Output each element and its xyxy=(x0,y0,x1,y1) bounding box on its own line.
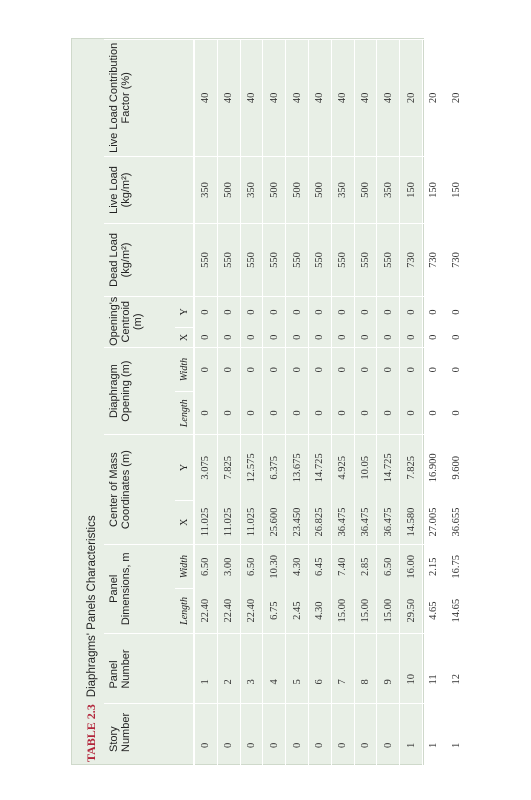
table-cell: 40 xyxy=(377,40,400,157)
table-cell: 4.925 xyxy=(331,435,354,500)
table-cell: 0 xyxy=(445,347,467,391)
table-cell: 0 xyxy=(240,392,263,435)
subheader-length: Length xyxy=(175,589,194,633)
rotated-table-wrapper xyxy=(72,39,463,766)
table-cell: 0 xyxy=(286,392,309,435)
table-cell: 2 xyxy=(217,633,240,703)
table-cell: 0 xyxy=(240,328,263,348)
table-cell: 0 xyxy=(354,392,377,435)
table-cell: 0 xyxy=(263,347,286,391)
subheader-centroid-y: Y xyxy=(175,296,194,327)
table-title: Diaphragms' Panels Characteristics xyxy=(86,515,98,698)
subheader-blank xyxy=(175,156,194,224)
table-cell: 0 xyxy=(354,328,377,348)
table-cell: 11 xyxy=(422,633,445,703)
subheader-opening-length: Length xyxy=(175,392,194,435)
table-panel xyxy=(71,38,463,765)
table-cell: 6.375 xyxy=(263,435,286,500)
table-cell: 350 xyxy=(194,156,217,224)
header-center-of-mass: Center of Mass Coordinates (m) xyxy=(104,435,175,545)
table-cell: 550 xyxy=(331,224,354,296)
table-cell: 40 xyxy=(286,40,309,157)
table-cell: 500 xyxy=(286,156,309,224)
table-cell: 23.450 xyxy=(286,500,309,544)
table-cell: 0 xyxy=(286,347,309,391)
table-cell: 0 xyxy=(377,328,400,348)
table-cell: 7.40 xyxy=(331,544,354,588)
table-cell: 0 xyxy=(377,703,400,766)
table-cell: 0 xyxy=(286,703,309,766)
table-cell: 27.005 xyxy=(422,500,445,544)
table-cell: 14.725 xyxy=(308,435,331,500)
table-cell: 16.75 xyxy=(445,544,467,588)
table-cell: 22.40 xyxy=(194,589,217,633)
table-body xyxy=(194,40,468,767)
table-row xyxy=(422,40,445,767)
table-cell: 0 xyxy=(400,296,423,327)
table-cell: 0 xyxy=(377,392,400,435)
table-cell: 11.025 xyxy=(194,500,217,544)
table-cell: 730 xyxy=(445,224,467,296)
header-panel: Panel Number xyxy=(104,633,175,703)
table-cell: 1 xyxy=(445,703,467,766)
header-opening-centroid: Opening's Centroid (m) xyxy=(104,296,175,347)
table-row xyxy=(331,40,354,767)
table-cell: 550 xyxy=(263,224,286,296)
table-cell: 11.025 xyxy=(217,500,240,544)
table-cell: 0 xyxy=(240,296,263,327)
table-cell: 0 xyxy=(308,296,331,327)
table-cell: 0 xyxy=(217,328,240,348)
table-cell: 0 xyxy=(263,328,286,348)
table-cell: 7.825 xyxy=(217,435,240,500)
table-cell: 500 xyxy=(217,156,240,224)
table-cell: 26.825 xyxy=(308,500,331,544)
table-cell: 16.00 xyxy=(400,544,423,588)
table-cell: 40 xyxy=(331,40,354,157)
table-cell: 36.475 xyxy=(331,500,354,544)
table-cell: 2.85 xyxy=(354,544,377,588)
table-cell: 6.45 xyxy=(308,544,331,588)
table-cell: 150 xyxy=(400,156,423,224)
table-cell: 550 xyxy=(217,224,240,296)
table-cell: 25.600 xyxy=(263,500,286,544)
table-cell: 40 xyxy=(308,40,331,157)
table-caption xyxy=(84,515,99,762)
table-cell: 36.475 xyxy=(377,500,400,544)
table-cell: 40 xyxy=(263,40,286,157)
table-cell: 1 xyxy=(400,703,423,766)
table-cell: 0 xyxy=(331,328,354,348)
table-cell: 0 xyxy=(263,703,286,766)
table-cell: 0 xyxy=(331,703,354,766)
table-cell: 0 xyxy=(194,703,217,766)
table-row xyxy=(240,40,263,767)
table-cell: 14.65 xyxy=(445,589,467,633)
table-row xyxy=(263,40,286,767)
table-cell: 0 xyxy=(331,392,354,435)
table-cell: 0 xyxy=(308,328,331,348)
table-cell: 22.40 xyxy=(240,589,263,633)
table-cell: 36.475 xyxy=(354,500,377,544)
table-cell: 0 xyxy=(445,392,467,435)
table-cell: 0 xyxy=(400,347,423,391)
table-cell: 500 xyxy=(263,156,286,224)
table-cell: 29.50 xyxy=(400,589,423,633)
table-cell: 40 xyxy=(194,40,217,157)
table-cell: 7 xyxy=(331,633,354,703)
table-cell: 550 xyxy=(286,224,309,296)
table-cell: 3.075 xyxy=(194,435,217,500)
table-cell: 500 xyxy=(308,156,331,224)
header-live-load: Live Load (kg/m²) xyxy=(104,156,175,224)
table-row xyxy=(194,40,217,767)
table-cell: 12.575 xyxy=(240,435,263,500)
table-cell: 2.15 xyxy=(422,544,445,588)
table-cell: 550 xyxy=(308,224,331,296)
table-cell: 0 xyxy=(308,347,331,391)
table-cell: 350 xyxy=(331,156,354,224)
table-cell: 350 xyxy=(240,156,263,224)
table-cell: 0 xyxy=(308,392,331,435)
header-diaphragm-opening: Diaphragm Opening (m) xyxy=(104,347,175,434)
table-cell: 550 xyxy=(240,224,263,296)
table-cell: 11.025 xyxy=(240,500,263,544)
table-cell: 730 xyxy=(400,224,423,296)
table-cell: 0 xyxy=(194,328,217,348)
table-cell: 15.00 xyxy=(377,589,400,633)
table-cell: 0 xyxy=(240,703,263,766)
header-story: Story Number xyxy=(104,703,175,766)
table-cell: 4 xyxy=(263,633,286,703)
table-row xyxy=(354,40,377,767)
table-cell: 0 xyxy=(194,296,217,327)
table-cell: 0 xyxy=(331,296,354,327)
table-cell: 9.600 xyxy=(445,435,467,500)
table-row xyxy=(217,40,240,767)
table-cell: 0 xyxy=(354,703,377,766)
table-cell: 22.40 xyxy=(217,589,240,633)
table-cell: 7.825 xyxy=(400,435,423,500)
header-panel-dimensions: Panel Dimensions, m xyxy=(104,544,175,633)
table-cell: 10 xyxy=(400,633,423,703)
table-cell: 13.675 xyxy=(286,435,309,500)
table-cell: 0 xyxy=(445,328,467,348)
table-cell: 550 xyxy=(354,224,377,296)
table-cell: 500 xyxy=(354,156,377,224)
table-cell: 20 xyxy=(400,40,423,157)
table-cell: 20 xyxy=(445,40,467,157)
table-cell: 150 xyxy=(445,156,467,224)
table-cell: 8 xyxy=(354,633,377,703)
table-cell: 0 xyxy=(422,296,445,327)
subheader-blank xyxy=(175,633,194,703)
table-cell: 0 xyxy=(263,392,286,435)
table-cell: 0 xyxy=(217,296,240,327)
subheader-width: Width xyxy=(175,544,194,588)
table-cell: 4.65 xyxy=(422,589,445,633)
table-cell: 20 xyxy=(422,40,445,157)
table-cell: 150 xyxy=(422,156,445,224)
table-cell: 550 xyxy=(194,224,217,296)
subheader-blank xyxy=(175,224,194,296)
table-cell: 10.05 xyxy=(354,435,377,500)
table-cell: 550 xyxy=(377,224,400,296)
table-cell: 0 xyxy=(308,703,331,766)
table-cell: 14.580 xyxy=(400,500,423,544)
table-cell: 0 xyxy=(400,392,423,435)
subheader-centroid-x: X xyxy=(175,328,194,348)
table-cell: 6.50 xyxy=(240,544,263,588)
table-cell: 4.30 xyxy=(286,544,309,588)
table-cell: 0 xyxy=(286,328,309,348)
table-cell: 12 xyxy=(445,633,467,703)
table-cell: 0 xyxy=(400,328,423,348)
header-dead-load: Dead Load (kg/m²) xyxy=(104,224,175,296)
table-cell: 0 xyxy=(331,347,354,391)
table-cell: 0 xyxy=(194,347,217,391)
table-cell: 16.900 xyxy=(422,435,445,500)
table-cell: 14.725 xyxy=(377,435,400,500)
table-cell: 3.00 xyxy=(217,544,240,588)
table-cell: 4.30 xyxy=(308,589,331,633)
table-cell: 9 xyxy=(377,633,400,703)
table-cell: 0 xyxy=(217,392,240,435)
table-cell: 6.50 xyxy=(377,544,400,588)
table-cell: 0 xyxy=(354,347,377,391)
table-cell: 40 xyxy=(217,40,240,157)
table-cell: 2.45 xyxy=(286,589,309,633)
subheader-x: X xyxy=(175,500,194,544)
table-cell: 0 xyxy=(354,296,377,327)
table-cell: 0 xyxy=(263,296,286,327)
table-cell: 1 xyxy=(194,633,217,703)
table-cell: 1 xyxy=(422,703,445,766)
table-cell: 0 xyxy=(377,296,400,327)
table-cell: 3 xyxy=(240,633,263,703)
table-cell: 0 xyxy=(445,296,467,327)
table-cell: 6 xyxy=(308,633,331,703)
table-row xyxy=(377,40,400,767)
table-cell: 730 xyxy=(422,224,445,296)
table-row xyxy=(445,40,467,767)
table-number: TABLE 2.3 xyxy=(84,704,98,762)
diaphragm-panels-table xyxy=(104,39,468,766)
subheader-blank xyxy=(175,40,194,157)
table-cell: 15.00 xyxy=(331,589,354,633)
table-cell: 40 xyxy=(240,40,263,157)
table-cell: 0 xyxy=(286,296,309,327)
subheader-blank xyxy=(175,703,194,766)
table-cell: 6.75 xyxy=(263,589,286,633)
subheader-opening-width: Width xyxy=(175,347,194,391)
table-cell: 36.655 xyxy=(445,500,467,544)
table-cell: 0 xyxy=(240,347,263,391)
table-cell: 0 xyxy=(217,347,240,391)
table-cell: 0 xyxy=(422,392,445,435)
table-row xyxy=(400,40,423,767)
table-cell: 0 xyxy=(217,703,240,766)
table-cell: 0 xyxy=(194,392,217,435)
table-cell: 15.00 xyxy=(354,589,377,633)
table-cell: 10.30 xyxy=(263,544,286,588)
table-cell: 0 xyxy=(377,347,400,391)
header-live-load-contribution: Live Load Contribution Factor (%) xyxy=(104,40,175,157)
table-cell: 40 xyxy=(354,40,377,157)
table-cell: 350 xyxy=(377,156,400,224)
table-cell: 0 xyxy=(422,328,445,348)
subheader-y: Y xyxy=(175,435,194,500)
table-row xyxy=(308,40,331,767)
table-row xyxy=(286,40,309,767)
table-cell: 5 xyxy=(286,633,309,703)
table-cell: 6.50 xyxy=(194,544,217,588)
table-cell: 0 xyxy=(422,347,445,391)
